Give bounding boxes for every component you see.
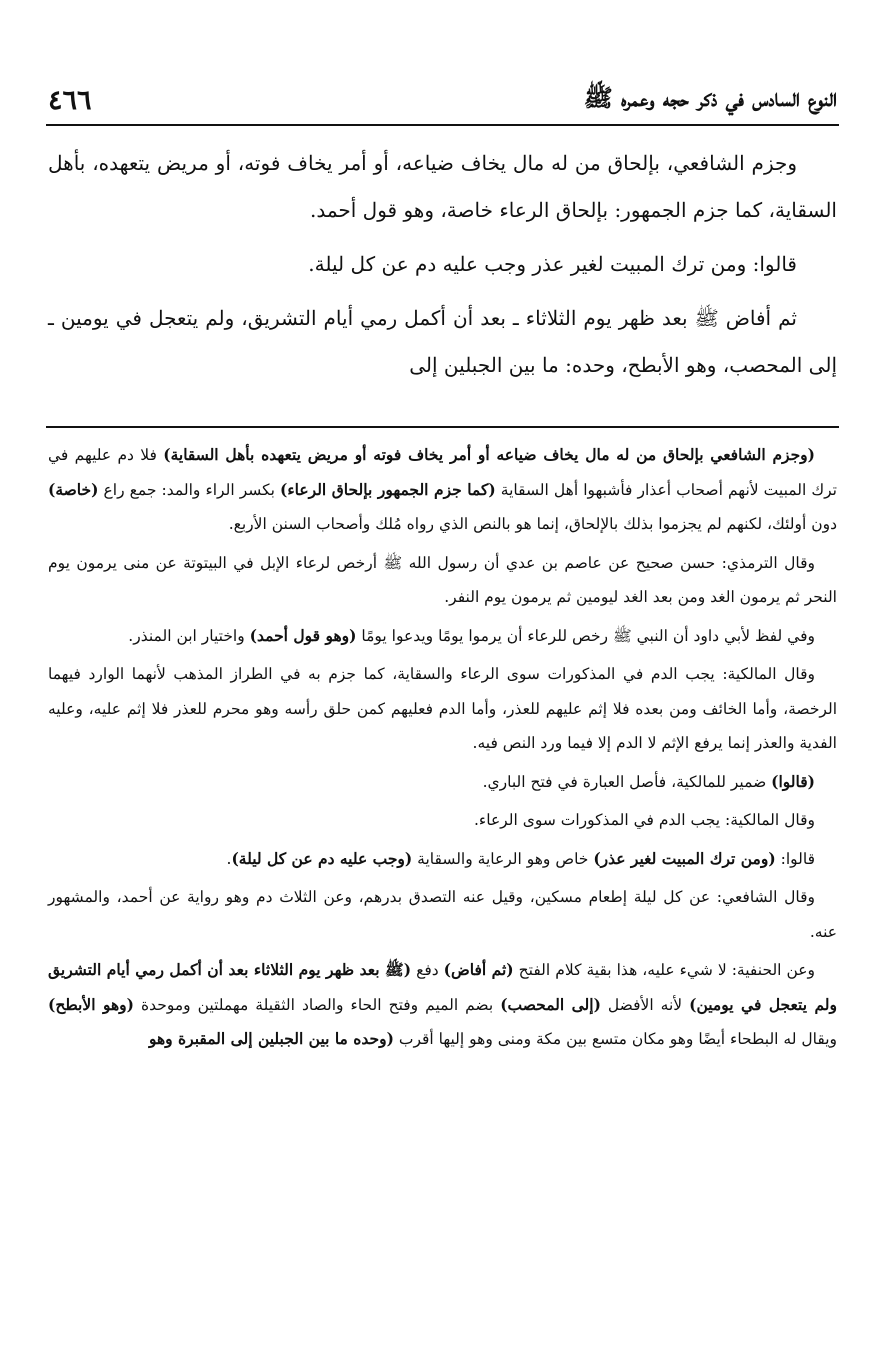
commentary-paragraph: [48, 438, 837, 542]
commentary-gloss: بضم الميم وفتح الحاء والصاد الثقيلة مهملتين وموحدة: [133, 995, 501, 1014]
commentary-gloss: لأنه الأفضل: [600, 995, 690, 1014]
main-paragraph: وجزم الشافعي، بإلحاق من له مال يخاف ضياعه، أو أمر يخاف فوته، أو مريض يتعهده، بأهل السقاية، كما جزم الجمهور: بإلحاق الرعاء خاصة، وهو قول أحمد.: [48, 151, 837, 222]
commentary-separator: [46, 426, 839, 428]
commentary-lemma: (وجب عليه دم عن كل ليلة): [231, 848, 413, 868]
commentary-gloss: .: [226, 849, 232, 868]
commentary-lemma: (خاصة): [48, 479, 99, 499]
commentary-gloss: خاص وهو الرعاية والسقاية: [412, 849, 594, 868]
commentary-paragraph: [48, 953, 837, 1057]
main-text: [48, 140, 837, 396]
commentary-lemma: (وهو قول أحمد): [249, 625, 357, 645]
commentary-gloss: ويقال له البطحاء أيضًا وهو مكان متسع بين مكة ومنى وهو إليها أقرب: [393, 1030, 837, 1048]
commentary-lemma: (إلى المحصب): [500, 994, 601, 1014]
commentary-gloss: دفع: [411, 961, 444, 979]
commentary-paragraph: [48, 803, 837, 838]
commentary-gloss: دون أولئك، لكنهم لم يجزموا بذلك بالإلحاق، إنما هو بالنص الذي رواه مُلك وأصحاب السنن الأربع.: [228, 515, 837, 533]
commentary-text: [48, 438, 837, 1061]
commentary-paragraph: [48, 842, 837, 877]
commentary-gloss: وفي لفظ لأبي داود أن النبي ﷺ رخص للرعاء أن يرموا يومًا ويدعوا يومًا: [356, 626, 815, 645]
header-rule: [46, 124, 839, 126]
commentary-gloss: قالوا:: [775, 849, 815, 868]
commentary-paragraph: [48, 619, 837, 654]
commentary-lemma: (ثم أفاض): [443, 960, 514, 979]
commentary-lemma: (وحده ما بين الجبلين إلى المقبرة وهو: [148, 1029, 394, 1048]
commentary-paragraph: [48, 880, 837, 949]
commentary-gloss: وقال الترمذي: حسن صحيح عن عاصم بن عدي أن رسول الله ﷺ أرخص لرعاء الإبل في البيتوتة عن منى يرمون يوم النحر ثم يرمون الغد ومن بعد الغد ليومين ثم يرمون يوم النفر.: [48, 553, 837, 606]
commentary-paragraph: [48, 765, 837, 800]
commentary-paragraph: [48, 546, 837, 615]
page-header: [48, 78, 837, 122]
commentary-lemma: (ومن ترك المبيت لغير عذر): [593, 848, 776, 868]
main-paragraph: قالوا: ومن ترك المبيت لغير عذر وجب عليه دم عن كل ليلة.: [308, 252, 797, 276]
commentary-gloss: فلا دم عليهم في ترك المبيت لأنهم أصحاب أعذار فأشبهوا أهل السقاية: [48, 446, 837, 499]
page-number: ٤٦٦: [48, 84, 92, 116]
commentary-gloss: وقال المالكية: يجب الدم في المذكورات سوى الرعاء والسقاية، كما جزم به في الطراز المذهب لأنهما الوارد فيهما الرخصة، وأما الخائف ومن بعده فلا إثم عليهم للعذر، وأما الدم فعليهم كمن حلق رأسه وهو محرم للعذر فلا إثم عليه، وعليه الفدية والعذر إنما يرفع الإثم لا الدم إلا فيما ورد النص فيه.: [48, 665, 837, 752]
commentary-gloss: ضمير للمالكية، فأصل العبارة في فتح الباري.: [482, 772, 772, 791]
commentary-lemma: (كما جزم الجمهور بإلحاق الرعاء): [280, 479, 496, 499]
commentary-gloss: وقال المالكية: يجب الدم في المذكورات سوى الرعاء.: [474, 811, 815, 829]
commentary-lemma: (وهو الأبطح): [48, 994, 134, 1014]
commentary-gloss: واختيار ابن المنذر.: [128, 626, 250, 645]
commentary-lemma: (وجزم الشافعي بإلحاق من له مال يخاف ضياعه أو أمر يخاف فوته أو مريض يتعهده بأهل السقاية): [163, 445, 815, 464]
commentary-lemma: (ﷺ بعد ظهر يوم الثلاثاء بعد أن أكمل رمي أيام التشريق ولم يتعجل في يومين): [48, 960, 838, 1014]
commentary-lemma: (قالوا): [771, 771, 815, 791]
commentary-gloss: وعن الحنفية: لا شيء عليه، هذا بقية كلام الفتح: [513, 961, 816, 979]
commentary-gloss: وقال الشافعي: عن كل ليلة إطعام مسكين، وقيل عنه التصدق بدرهم، وعن الثلاث دم وهو رواية عن أحمد، والمشهور عنه.: [48, 888, 837, 941]
running-title: النوع السادس في ذكر حجه وعمره ﷺ: [583, 82, 837, 112]
main-paragraph: ثم أفاض ﷺ بعد ظهر يوم الثلاثاء ـ بعد أن أكمل رمي أيام التشريق، ولم يتعجل في يومين ـ إلى المحصب، وهو الأبطح، وحده: ما بين الجبلين إلى: [48, 306, 837, 377]
commentary-paragraph: [48, 657, 837, 761]
commentary-gloss: بكسر الراء والمد: جمع راع: [98, 480, 281, 499]
